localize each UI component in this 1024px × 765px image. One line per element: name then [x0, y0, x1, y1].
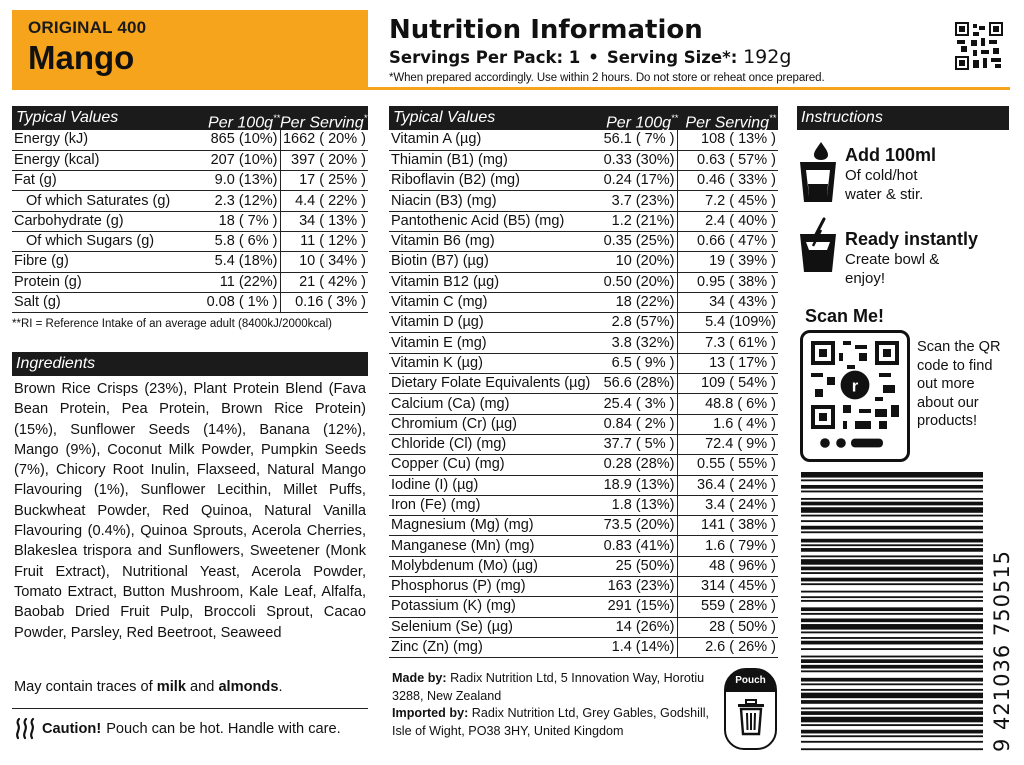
macro-table-body: [12, 130, 368, 313]
per-serving-value: 1662 ( 20% ): [280, 130, 368, 150]
nutrient-name: Energy (kcal): [12, 150, 180, 170]
nutrition-title: Nutrition Information: [389, 15, 703, 45]
per-100g-value: 0.35 (25%): [593, 231, 677, 251]
per-serving-value: 48.8 ( 6% ): [677, 394, 778, 414]
caution-label: Caution!: [42, 721, 102, 737]
imported-by-text: Radix Nutrition Ltd, Grey Gables, Godshill, Isle of Wight, PO38 3HY, United Kingdom: [392, 706, 710, 738]
per-100g-value: 291 (15%): [593, 597, 677, 617]
step1-body: Of cold/hot water & stir.: [845, 167, 924, 203]
nutrient-name: Vitamin E (mg): [389, 333, 593, 353]
nutrient-name: Manganese (Mn) (mg): [389, 536, 593, 556]
header-divider: [12, 87, 1010, 90]
nutrient-name: Fibre (g): [12, 252, 180, 272]
instruction-step-add-water: [797, 140, 1009, 206]
nutrient-name: Of which Saturates (g): [12, 191, 180, 211]
per-100g-value: 0.83 (41%): [593, 536, 677, 556]
per-serving-value: 7.3 ( 61% ): [677, 333, 778, 353]
table-row: [389, 171, 778, 191]
per-100g-value: 6.5 ( 9% ): [593, 353, 677, 373]
nutrient-name: Protein (g): [12, 272, 180, 292]
imported-by-label: Imported by:: [392, 706, 469, 720]
table-row: [389, 353, 778, 373]
per-serving-value: 141 ( 38% ): [677, 516, 778, 536]
imported-by-line: [392, 705, 712, 740]
nutrient-name: Dietary Folate Equivalents (µg): [389, 374, 593, 394]
pouch-label: Pouch: [726, 670, 775, 692]
per-100g-value: 0.28 (28%): [593, 455, 677, 475]
instructions-header: [797, 106, 1009, 130]
per-100g-value: 18.9 (13%): [593, 475, 677, 495]
table-row: [389, 191, 778, 211]
nutrient-name: Zinc (Zn) (mg): [389, 637, 593, 657]
per-serving-value: 0.46 ( 33% ): [677, 171, 778, 191]
step1-heading: Add 100ml: [845, 145, 937, 165]
per-100g-value: 11 (22%): [180, 272, 280, 292]
allergen-traces: [14, 679, 283, 695]
header-per-100g: Per 100g: [208, 114, 273, 132]
micro-table-header: [389, 106, 778, 130]
per-serving-value: 108 ( 13% ): [677, 130, 778, 150]
per-serving-value: 34 ( 13% ): [280, 211, 368, 231]
header-typical-values: Typical Values: [16, 109, 119, 126]
made-by-label: Made by:: [392, 671, 447, 685]
table-row: [389, 292, 778, 312]
nutrient-name: Selenium (Se) (µg): [389, 617, 593, 637]
servings-per-pack: Servings Per Pack: 1: [389, 48, 581, 67]
per-serving-value: 11 ( 12% ): [280, 231, 368, 251]
cup-spoon-icon: [797, 216, 839, 276]
per-serving-value: 34 ( 43% ): [677, 292, 778, 312]
caution-divider: [12, 708, 368, 709]
micro-table-body: [389, 130, 778, 658]
per-100g-value: 0.24 (17%): [593, 171, 677, 191]
per-100g-value: 10 (20%): [593, 252, 677, 272]
servings-line: [389, 46, 889, 69]
nutrition-header: [389, 14, 889, 86]
per-serving-value: 1.6 ( 79% ): [677, 536, 778, 556]
caution-note: [12, 716, 368, 742]
per-100g-value: 3.7 (23%): [593, 191, 677, 211]
per-serving-value: 2.6 ( 26% ): [677, 637, 778, 657]
table-row: [12, 130, 368, 150]
per-serving-value: 21 ( 42% ): [280, 272, 368, 292]
header-per-serving: Per Serving: [685, 114, 769, 132]
nutrient-name: Vitamin C (mg): [389, 292, 593, 312]
table-row: [12, 191, 368, 211]
table-row: [389, 455, 778, 475]
nutrient-name: Niacin (B3) (mg): [389, 191, 593, 211]
per-serving-value: 0.63 ( 57% ): [677, 150, 778, 170]
per-100g-value: 25.4 ( 3% ): [593, 394, 677, 414]
table-row: [389, 374, 778, 394]
per-100g-value: 9.0 (13%): [180, 171, 280, 191]
table-row: [389, 617, 778, 637]
instructions-title: Instructions: [801, 109, 883, 126]
caution-text: Pouch can be hot. Handle with care.: [106, 721, 341, 737]
per-serving-value: 559 ( 28% ): [677, 597, 778, 617]
ingredients-section: [12, 352, 368, 643]
macro-nutrient-table: [12, 106, 371, 313]
nutrient-name: Vitamin D (µg): [389, 313, 593, 333]
traces-prefix: May contain traces of: [14, 679, 157, 695]
per-100g-value: 18 (22%): [593, 292, 677, 312]
per-serving-value: 0.66 ( 47% ): [677, 231, 778, 251]
qr-code-small-icon: [955, 22, 1003, 70]
header-per-serving: Per Serving: [280, 114, 364, 132]
table-row: [389, 130, 778, 150]
scan-me-title: Scan Me!: [805, 306, 885, 326]
per-serving-value: 19 ( 39% ): [677, 252, 778, 272]
nutrient-name: Chloride (Cl) (mg): [389, 434, 593, 454]
svg-text:r: r: [851, 376, 859, 396]
traces-and: and: [185, 679, 219, 695]
nutrient-name: Riboflavin (B2) (mg): [389, 171, 593, 191]
nutrient-name: Iodine (I) (µg): [389, 475, 593, 495]
nutrient-name: Energy (kJ): [12, 130, 180, 150]
table-row: [389, 434, 778, 454]
traces-end: .: [278, 679, 283, 695]
per-serving-value: 7.2 ( 45% ): [677, 191, 778, 211]
ri-footnote: **RI = Reference Intake of an average adult (8400kJ/2000kcal): [12, 318, 332, 330]
qr-code-icon: [811, 341, 899, 453]
allergen-almonds: almonds: [218, 679, 279, 695]
ingredients-text: Brown Rice Crisps (23%), Plant Protein Blend (Fava Bean Protein, Pea Protein, Brown Rice Protein) (15%), Sunflower Seeds (14%), Banana (12%), Mango (9%), Coconut Milk Powder, Pumpkin Seeds (7%), Chicory Root Inulin, Flaxseed, Natural Mango Flavouring (1%), Sunflower Lecithin, Millet Puffs, Buckwheat Powder, Red Quinoa, Natural Vanilla Flavouring (0.4%), Quinoa Sprouts, Acerola Cherries, Blakeslea trispora and Sunflowers, Sweetener (Monk Fruit Extract), Nutritional Yeast, Acerola Powder, Tomato Extract, Button Mushroom, Kale Leaf, Alfalfa, Baobab Dried Fruit Pulp, Broccoli Sprout, Cacao Powder, Parsley, Red Beetroot, Seaweed: [14, 381, 366, 641]
table-row: [12, 150, 368, 170]
serving-size-value: 192g: [743, 46, 792, 68]
per-serving-value: 0.55 ( 55% ): [677, 455, 778, 475]
product-name: Mango: [28, 39, 135, 76]
per-serving-value: 1.6 ( 4% ): [677, 414, 778, 434]
nutrient-name: Of which Sugars (g): [12, 231, 180, 251]
per-serving-value: 4.4 ( 22% ): [280, 191, 368, 211]
pouch-disposal-badge: [724, 668, 777, 750]
table-row: [389, 231, 778, 251]
per-100g-value: 1.2 (21%): [593, 211, 677, 231]
header-sup: **: [768, 113, 776, 123]
table-row: [389, 150, 778, 170]
nutrient-name: Chromium (Cr) (µg): [389, 414, 593, 434]
table-row: [389, 637, 778, 657]
nutrient-name: Thiamin (B1) (mg): [389, 150, 593, 170]
instruction-step-ready: [797, 216, 1009, 288]
per-serving-value: 3.4 ( 24% ): [677, 495, 778, 515]
nutrient-name: Magnesium (Mg) (mg): [389, 516, 593, 536]
per-serving-value: 2.4 ( 40% ): [677, 211, 778, 231]
nutrient-name: Fat (g): [12, 171, 180, 191]
trash-bin-icon: [736, 698, 766, 736]
per-100g-value: 14 (26%): [593, 617, 677, 637]
product-banner: [12, 10, 368, 87]
table-row: [389, 333, 778, 353]
nutrient-name: Iron (Fe) (mg): [389, 495, 593, 515]
table-row: [389, 536, 778, 556]
ingredients-header: [12, 352, 368, 376]
header-per-100g: Per 100g: [606, 114, 671, 132]
cup-water-icon: [797, 140, 839, 206]
per-100g-value: 73.5 (20%): [593, 516, 677, 536]
nutrient-name: Salt (g): [12, 292, 180, 312]
nutrient-name: Copper (Cu) (mg): [389, 455, 593, 475]
per-100g-value: 5.8 ( 6% ): [180, 231, 280, 251]
step2-body: Create bowl & enjoy!: [845, 251, 940, 287]
per-serving-value: 0.16 ( 3% ): [280, 292, 368, 312]
instructions-panel: [797, 106, 1009, 130]
per-100g-value: 0.33 (30%): [593, 150, 677, 170]
nutrient-name: Carbohydrate (g): [12, 211, 180, 231]
per-100g-value: 1.4 (14%): [593, 637, 677, 657]
table-row: [389, 313, 778, 333]
per-serving-value: 17 ( 25% ): [280, 171, 368, 191]
nutrient-name: Vitamin B12 (µg): [389, 272, 593, 292]
per-100g-value: 0.50 (20%): [593, 272, 677, 292]
nutrient-name: Calcium (Ca) (mg): [389, 394, 593, 414]
nutrient-name: Potassium (K) (mg): [389, 597, 593, 617]
preparation-note: *When prepared accordingly. Use within 2 hours. Do not store or reheat once prepared.: [389, 72, 825, 84]
table-row: [389, 577, 778, 597]
per-100g-value: 5.4 (18%): [180, 252, 280, 272]
per-100g-value: 3.8 (32%): [593, 333, 677, 353]
header-sup: **: [272, 113, 280, 123]
product-line: ORIGINAL 400: [28, 18, 147, 37]
nutrient-name: Vitamin B6 (mg): [389, 231, 593, 251]
barcode-icon: [801, 472, 983, 752]
per-100g-value: 2.3 (12%): [180, 191, 280, 211]
per-100g-value: 1.8 (13%): [593, 495, 677, 515]
per-100g-value: 0.08 ( 1% ): [180, 292, 280, 312]
table-row: [12, 211, 368, 231]
allergen-milk: milk: [156, 679, 186, 695]
table-row: [12, 171, 368, 191]
per-serving-value: 0.95 ( 38% ): [677, 272, 778, 292]
per-100g-value: 207 (10%): [180, 150, 280, 170]
table-row: [389, 597, 778, 617]
qr-code-panel[interactable]: [800, 330, 910, 462]
nutrient-name: Vitamin A (µg): [389, 130, 593, 150]
per-serving-value: 397 ( 20% ): [280, 150, 368, 170]
header-typical-values: Typical Values: [393, 109, 496, 126]
table-row: [389, 495, 778, 515]
scan-description: Scan the QR code to find out more about our products!: [917, 339, 1001, 429]
per-serving-value: 13 ( 17% ): [677, 353, 778, 373]
ingredients-title: Ingredients: [16, 355, 96, 372]
bullet-separator: •: [588, 48, 599, 67]
per-100g-value: 56.6 (28%): [593, 374, 677, 394]
serving-size-label: Serving Size*:: [606, 48, 738, 67]
per-100g-value: 37.7 ( 5% ): [593, 434, 677, 454]
table-row: [389, 475, 778, 495]
per-100g-value: 2.8 (57%): [593, 313, 677, 333]
per-100g-value: 865 (10%): [180, 130, 280, 150]
per-100g-value: 0.84 ( 2% ): [593, 414, 677, 434]
nutrient-name: Vitamin K (µg): [389, 353, 593, 373]
table-row: [389, 394, 778, 414]
per-serving-value: 109 ( 54% ): [677, 374, 778, 394]
table-row: [389, 252, 778, 272]
per-100g-value: 56.1 ( 7% ): [593, 130, 677, 150]
nutrient-name: Molybdenum (Mo) (µg): [389, 556, 593, 576]
per-100g-value: 25 (50%): [593, 556, 677, 576]
table-row: [389, 272, 778, 292]
per-100g-value: 163 (23%): [593, 577, 677, 597]
table-row: [389, 211, 778, 231]
macro-table-header: [12, 106, 371, 132]
per-serving-value: 28 ( 50% ): [677, 617, 778, 637]
made-by-text: Radix Nutrition Ltd, 5 Innovation Way, Horotiu 3288, New Zealand: [392, 671, 705, 703]
nutrient-name: Pantothenic Acid (B5) (mg): [389, 211, 593, 231]
header-sup: **: [363, 113, 371, 123]
micronutrient-table: [389, 106, 778, 658]
table-row: [12, 252, 368, 272]
table-row: [12, 231, 368, 251]
table-row: [12, 292, 368, 312]
table-row: [12, 272, 368, 292]
made-by-line: [392, 670, 712, 705]
header-sup: **: [671, 113, 679, 123]
manufacturer-info: [392, 670, 712, 740]
per-serving-value: 5.4 (109%): [677, 313, 778, 333]
per-serving-value: 48 ( 96% ): [677, 556, 778, 576]
table-row: [389, 556, 778, 576]
per-serving-value: 36.4 ( 24% ): [677, 475, 778, 495]
table-row: [389, 414, 778, 434]
table-row: [389, 516, 778, 536]
step2-heading: Ready instantly: [845, 229, 979, 249]
per-100g-value: 18 ( 7% ): [180, 211, 280, 231]
per-serving-value: 314 ( 45% ): [677, 577, 778, 597]
barcode-digits: 9 421036 750515: [990, 549, 1014, 752]
heat-icon: [12, 716, 38, 742]
nutrient-name: Biotin (B7) (µg): [389, 252, 593, 272]
per-serving-value: 10 ( 34% ): [280, 252, 368, 272]
nutrient-name: Phosphorus (P) (mg): [389, 577, 593, 597]
per-serving-value: 72.4 ( 9% ): [677, 434, 778, 454]
